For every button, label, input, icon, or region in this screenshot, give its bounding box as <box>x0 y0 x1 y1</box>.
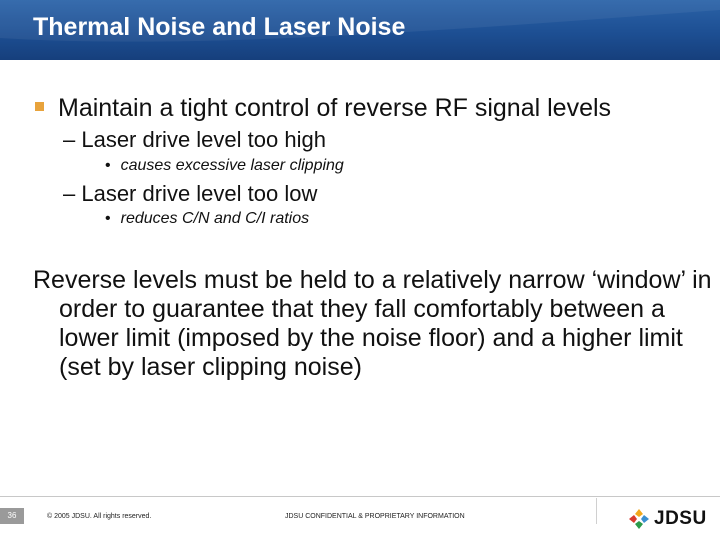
dot-bullet-icon: • <box>105 210 111 227</box>
jdsu-logo-icon <box>628 508 650 530</box>
bullet-sub1-detail-text: causes excessive laser clipping <box>120 157 344 174</box>
bullet-main <box>35 94 611 123</box>
bullet-sub2: – Laser drive level too low <box>63 181 318 206</box>
slide-title: Thermal Noise and Laser Noise <box>33 13 406 41</box>
copyright-text: © 2005 JDSU. All rights reserved. <box>47 513 152 520</box>
bullet-sub1-detail <box>105 157 344 175</box>
bullet-sub1: – Laser drive level too high <box>63 127 326 152</box>
bullet-sub2-detail-text: reduces C/N and C/I ratios <box>120 210 310 227</box>
page-number: 36 <box>0 508 24 524</box>
bullet-sub2-detail <box>105 210 309 228</box>
confidential-text: JDSU CONFIDENTIAL & PROPRIETARY INFORMATION <box>285 513 465 520</box>
body-paragraph: Reverse levels must be held to a relatively narrow ‘window’ in order to guarantee that they fall comfortably between a lower limit (imposed by the noise floor) and a higher limit (set by laser clipping noise) <box>33 266 712 381</box>
logo-text: JDSU <box>654 508 707 529</box>
dot-bullet-icon: • <box>105 157 111 174</box>
title-bar <box>0 0 720 60</box>
square-bullet-icon <box>35 102 44 111</box>
bullet-main-text: Maintain a tight control of reverse RF signal levels <box>58 94 612 122</box>
footer-divider-line <box>0 496 720 497</box>
jdsu-logo <box>628 508 707 530</box>
footer-vertical-divider <box>596 498 597 524</box>
